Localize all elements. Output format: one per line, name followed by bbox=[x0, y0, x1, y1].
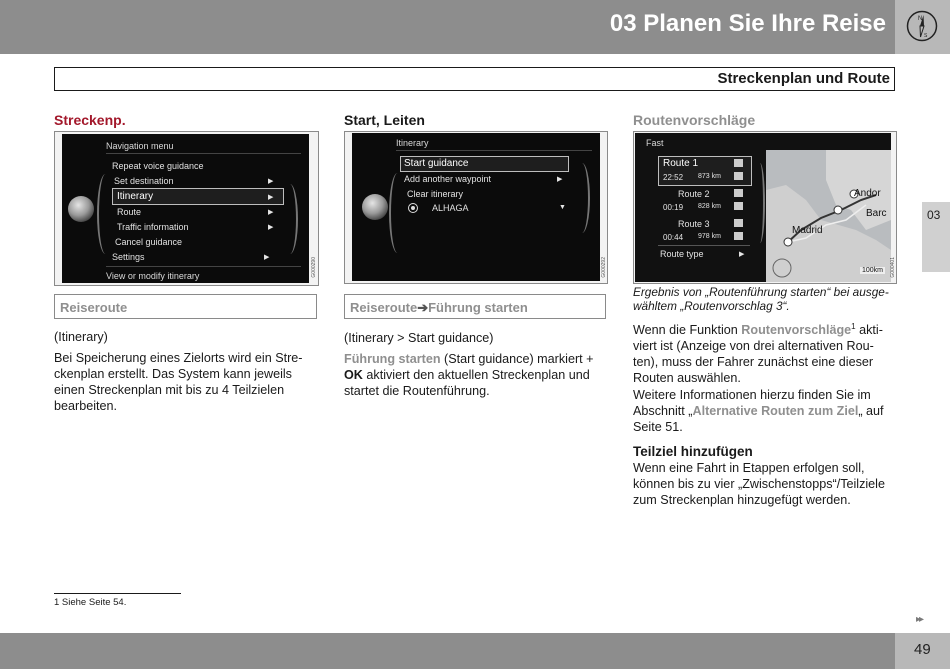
image-code: G000292 bbox=[601, 257, 607, 278]
menu-item-selected: Start guidance bbox=[404, 158, 469, 169]
route-option-icon bbox=[734, 202, 743, 210]
footer-bar bbox=[0, 633, 895, 669]
chapter-tab-label: 03 bbox=[927, 208, 941, 222]
col1-para2: Bei Speicherung eines Zielorts wird ein Stre-ckenplan erstellt. Das System kann jeweils einen Streckenplan mit bis zu 4 Teilzielen bearbeiten. bbox=[54, 351, 303, 413]
navigation-menu-screenshot bbox=[54, 131, 319, 286]
arrow-down-icon: ▼ bbox=[559, 204, 566, 211]
control-knob-icon bbox=[68, 196, 94, 222]
route-option-icon bbox=[734, 189, 743, 197]
menu-item: Settings bbox=[112, 252, 145, 262]
menu-item: Add another waypoint bbox=[404, 174, 492, 184]
col2-para1: (Itinerary > Start guidance) bbox=[344, 331, 494, 345]
menu-item: Set destination bbox=[114, 176, 174, 186]
col2-para2: Führung starten (Start guidance) markiert + OK aktiviert den aktuellen Streckenplan und startet die Routenführung. bbox=[344, 352, 594, 398]
compass-icon bbox=[906, 10, 938, 42]
col2-heading: Start, Leiten bbox=[344, 112, 425, 128]
menu-item: ALHAGA bbox=[432, 203, 469, 213]
menu-item: Cancel guidance bbox=[115, 237, 183, 247]
arrow-right-icon: ▶ bbox=[268, 178, 274, 185]
image-code: G000290 bbox=[311, 257, 317, 278]
col2-label: Reiseroute➔Führung starten bbox=[350, 300, 528, 315]
screen-title: Navigation menu bbox=[106, 141, 174, 151]
menu-item: Clear itinerary bbox=[407, 189, 464, 199]
menu-item-selected: Itinerary bbox=[117, 191, 154, 202]
control-knob-icon bbox=[362, 194, 388, 220]
continue-arrow-icon: ▸▸ bbox=[916, 614, 923, 625]
col3-para2: Weitere Informationen hierzu finden Sie im Abschnitt „Alternative Routen zum Ziel„ auf Seite 51. bbox=[633, 388, 884, 434]
footnote-divider bbox=[54, 593, 181, 594]
route-suggestions-screenshot bbox=[633, 131, 897, 284]
map-label: Madrid bbox=[792, 225, 823, 236]
menu-item: Repeat voice guidance bbox=[112, 161, 204, 171]
route-option-icon bbox=[734, 232, 743, 240]
route-type-option: Route type bbox=[660, 249, 704, 259]
chapter-title: 03 Planen Sie Ihre Reise bbox=[609, 10, 886, 37]
itinerary-screenshot bbox=[344, 131, 608, 284]
footnote: 1 Siehe Seite 54. bbox=[54, 597, 127, 608]
arrow-right-icon: ▶ bbox=[268, 209, 274, 216]
arrow-right-icon: ▶ bbox=[268, 224, 274, 231]
screen-footer: View or modify itinerary bbox=[106, 271, 200, 281]
route-option-icon bbox=[734, 159, 743, 167]
map-scale: 100km bbox=[862, 267, 884, 274]
image-caption: Ergebnis von „Routenführung starten“ bei ausge-wähltem „Routenvorschlag 3“. bbox=[633, 285, 889, 313]
menu-item: Route bbox=[117, 207, 142, 217]
arrow-right-icon: ▶ bbox=[264, 254, 270, 261]
col3-heading: Routenvorschläge bbox=[633, 112, 756, 128]
col3-para1: Wenn die Funktion Routenvorschläge$^1$ akti-viert ist (Anzeige von drei alternativen Rou-ten), muss der Fahrer zunächst eine dieser Routen auswählen. bbox=[633, 322, 883, 386]
radio-icon bbox=[408, 203, 418, 213]
route-name: Route 1 bbox=[663, 158, 699, 169]
map-label: Andor bbox=[854, 188, 881, 199]
route-time: 00:19 bbox=[663, 203, 684, 212]
col1-heading: Streckenp. bbox=[54, 112, 126, 128]
svg-text:N: N bbox=[918, 16, 923, 22]
cross-reference-link: Alternative Routen zum Ziel bbox=[692, 404, 859, 418]
route-distance: 978 km bbox=[698, 233, 721, 240]
col3-subheading: Teilziel hinzufügen bbox=[633, 444, 753, 459]
section-title: Streckenplan und Route bbox=[717, 70, 890, 87]
col1-label-box bbox=[54, 294, 317, 319]
route-time: 22:52 bbox=[663, 173, 684, 182]
menu-item: Traffic information bbox=[117, 222, 189, 232]
route-distance: 828 km bbox=[698, 203, 721, 210]
screen-title: Itinerary bbox=[396, 138, 429, 148]
page-number: 49 bbox=[914, 641, 931, 658]
route-option-icon bbox=[734, 172, 743, 180]
screen-title: Fast bbox=[646, 138, 664, 148]
arrow-right-icon: ▶ bbox=[268, 194, 274, 201]
route-time: 00:44 bbox=[663, 233, 684, 242]
route-distance: 873 km bbox=[698, 173, 721, 180]
route-name: Route 3 bbox=[678, 219, 710, 229]
map-label: Barc bbox=[866, 208, 887, 219]
col3-para3: Wenn eine Fahrt in Etappen erfolgen soll, können bis zu vier „Zwischenstopps“/Teilziele zum Streckenplan hinzugefügt werden. bbox=[633, 461, 885, 507]
map bbox=[766, 150, 891, 282]
col1-para1: (Itinerary) bbox=[54, 330, 108, 344]
route-name: Route 2 bbox=[678, 189, 710, 199]
svg-text:S: S bbox=[924, 33, 928, 39]
col2-label-box bbox=[344, 294, 606, 319]
col1-label: Reiseroute bbox=[60, 300, 128, 315]
arrow-right-icon: ▶ bbox=[557, 176, 563, 183]
arrow-right-icon: ▶ bbox=[739, 251, 745, 258]
image-code: G000401 bbox=[890, 257, 896, 278]
route-option-icon bbox=[734, 219, 743, 227]
